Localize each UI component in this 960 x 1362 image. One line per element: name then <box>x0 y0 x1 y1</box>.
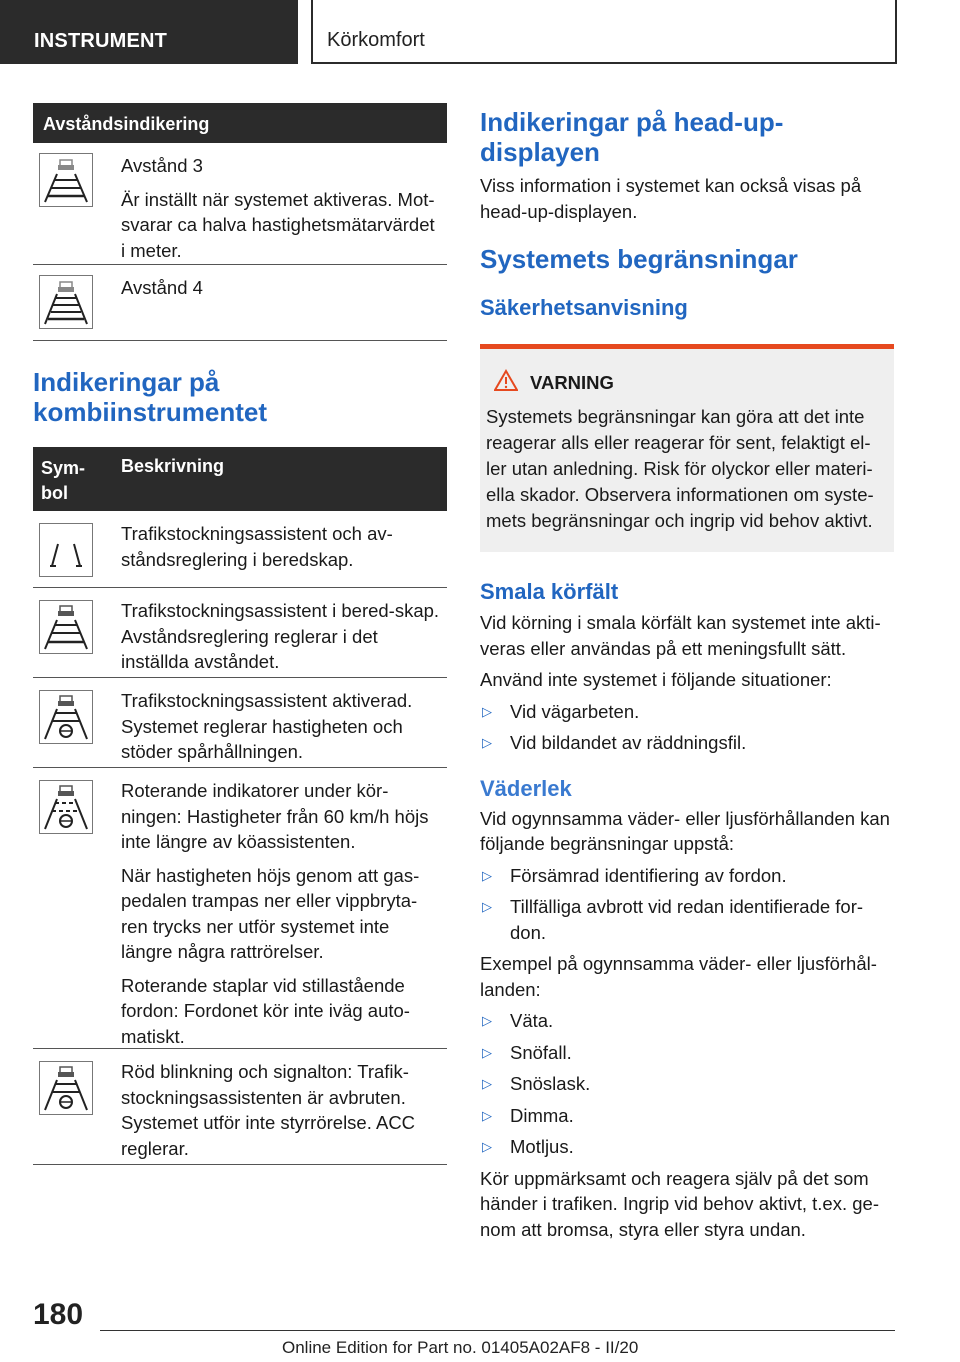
distance-4-icon <box>39 275 93 329</box>
final-paragraph: Kör uppmärksamt och reagera själv på det som händer i trafiken. Ingrip vid behov aktivt, t.ex. ge-nom att bromsa, styra eller styra undan. <box>480 1167 879 1240</box>
bullet-triangle-icon: ▷ <box>482 1044 492 1060</box>
table-row <box>33 588 447 678</box>
section-heading-cluster: Indikeringar på kombiinstrumentet <box>33 367 268 427</box>
narrow-list <box>480 699 894 756</box>
chapter-tab <box>311 0 897 64</box>
distance-3-description: Är inställt när systemet aktiveras. Mot-svarar ca halva hastighetsmätarvärdet i meter. <box>121 188 435 261</box>
list-item: ▷ Snöslask. <box>480 1071 894 1097</box>
bullet-triangle-icon: ▷ <box>482 703 492 719</box>
section-tab <box>0 0 298 64</box>
table-row <box>33 511 447 588</box>
heading-narrow-lanes: Smala körfält <box>480 579 619 604</box>
description-text: Röd blinkning och signalton: Trafik-stockningsassistenten är avbruten. Systemet utför inte styrrörelse. ACC reglerar. <box>121 1061 416 1159</box>
bullet-triangle-icon: ▷ <box>482 1013 492 1028</box>
car-steering-red-icon <box>39 1061 93 1115</box>
warning-text: Systemets begränsningar kan göra att det inte reagerar alls eller reagerar för sent, felaktigt el-ler utan anledning. Risk för olyckor eller materi-ella skador. Observera informationen om syste-mets begränsningar och ingrip vid behov aktivt. <box>486 406 874 531</box>
car-lanes-icon <box>39 600 93 654</box>
weather-paragraph: Vid ogynnsamma väder- eller ljusförhållanden kan följande begränsningar uppstå: <box>480 807 890 854</box>
left-column <box>33 103 447 1165</box>
heading-weather: Väderlek <box>480 775 572 801</box>
list-item: ▷ Snöfall. <box>480 1040 894 1066</box>
car-steering-icon <box>39 690 93 744</box>
bullet-triangle-icon: ▷ <box>482 1076 492 1091</box>
bullet-triangle-icon: ▷ <box>482 735 492 750</box>
heading-limits: Systemets begränsningar <box>480 244 798 274</box>
heading-safety: Säkerhetsanvisning <box>480 295 688 320</box>
edition-note: Online Edition for Part no. 01405A02AF8 - II/20 <box>282 1338 639 1357</box>
warning-triangle-icon <box>494 369 518 396</box>
description-text: Roterande indikatorer under kör-ningen: Hastigheter från 60 km/h höjs inte längre av köassistenten. <box>121 780 429 852</box>
list-item: ▷ Vid vägarbeten. <box>480 699 894 725</box>
hud-paragraph: Viss information i systemet kan också visas på head-up-displayen. <box>480 175 862 222</box>
car-steering-rotating-icon <box>39 780 93 834</box>
description-text: Roterande staplar vid stillastående fordon: Fordonet kör inte iväg auto-matiskt. <box>121 974 410 1047</box>
distance-3-icon <box>39 153 93 207</box>
weather-list <box>480 863 894 946</box>
table-row <box>33 678 447 768</box>
symbol-table-header <box>33 447 447 511</box>
table-row <box>33 768 447 1049</box>
col-symbol-header: Sym-bol <box>41 458 86 503</box>
page-number: 180 <box>33 1298 84 1331</box>
description-text: Trafikstockningsassistent aktiverad. Systemet reglerar hastigheten och stöder spårhållningen. <box>121 690 413 762</box>
examples-list <box>480 1008 894 1160</box>
bullet-triangle-icon: ▷ <box>482 1139 492 1154</box>
list-item: ▷ Väta. <box>480 1008 894 1034</box>
footer-divider <box>100 1330 895 1331</box>
bullet-triangle-icon: ▷ <box>482 899 492 914</box>
table-row <box>33 143 447 265</box>
list-item: ▷ Tillfälliga avbrott vid redan identifierade for-don. <box>480 894 894 945</box>
distance-table-header <box>33 103 447 143</box>
col-description-header: Beskrivning <box>121 456 225 476</box>
list-item: ▷ Försämrad identifiering av fordon. <box>480 863 894 889</box>
examples-paragraph: Exempel på ogynnsamma väder- eller ljusförhål-landen: <box>480 953 877 1000</box>
section-title: INSTRUMENT <box>34 30 168 52</box>
list-item: ▷ Dimma. <box>480 1103 894 1129</box>
warning-box <box>480 344 894 552</box>
list-item: ▷ Vid bildandet av räddningsfil. <box>480 730 894 756</box>
description-text: Trafikstockningsassistent i bered-skap. Avståndsreglering reglerar i det inställda avståndet. <box>121 600 440 672</box>
bullet-triangle-icon: ▷ <box>482 1107 492 1123</box>
chapter-title: Körkomfort <box>327 29 425 51</box>
table-row <box>33 1049 447 1165</box>
distance-3-label: Avstånd 3 <box>121 155 203 176</box>
distance-table-title: Avståndsindikering <box>43 114 210 134</box>
description-text: När hastigheten höjs genom att gas-pedalen trampas ner eller vippbryta-ren trycks ner utför systemet inte längre några rattrörelser. <box>121 864 420 962</box>
distance-4-label: Avstånd 4 <box>121 277 203 298</box>
bullet-triangle-icon: ▷ <box>482 867 492 883</box>
right-column <box>480 103 894 1242</box>
list-item: ▷ Motljus. <box>480 1134 894 1160</box>
narrow-paragraph-2: Använd inte systemet i följande situationer: <box>480 669 832 690</box>
warning-title: VARNING <box>530 371 614 393</box>
table-row <box>33 265 447 341</box>
narrow-paragraph: Vid körning i smala körfält kan systemet inte akti-veras eller användas på ett meningsfullt sätt. <box>480 612 881 659</box>
heading-hud: Indikeringar på head-up-displayen <box>480 107 784 167</box>
description-text: Trafikstockningsassistent och av-ståndsreglering i beredskap. <box>121 523 393 570</box>
lane-lines-icon <box>39 523 93 577</box>
